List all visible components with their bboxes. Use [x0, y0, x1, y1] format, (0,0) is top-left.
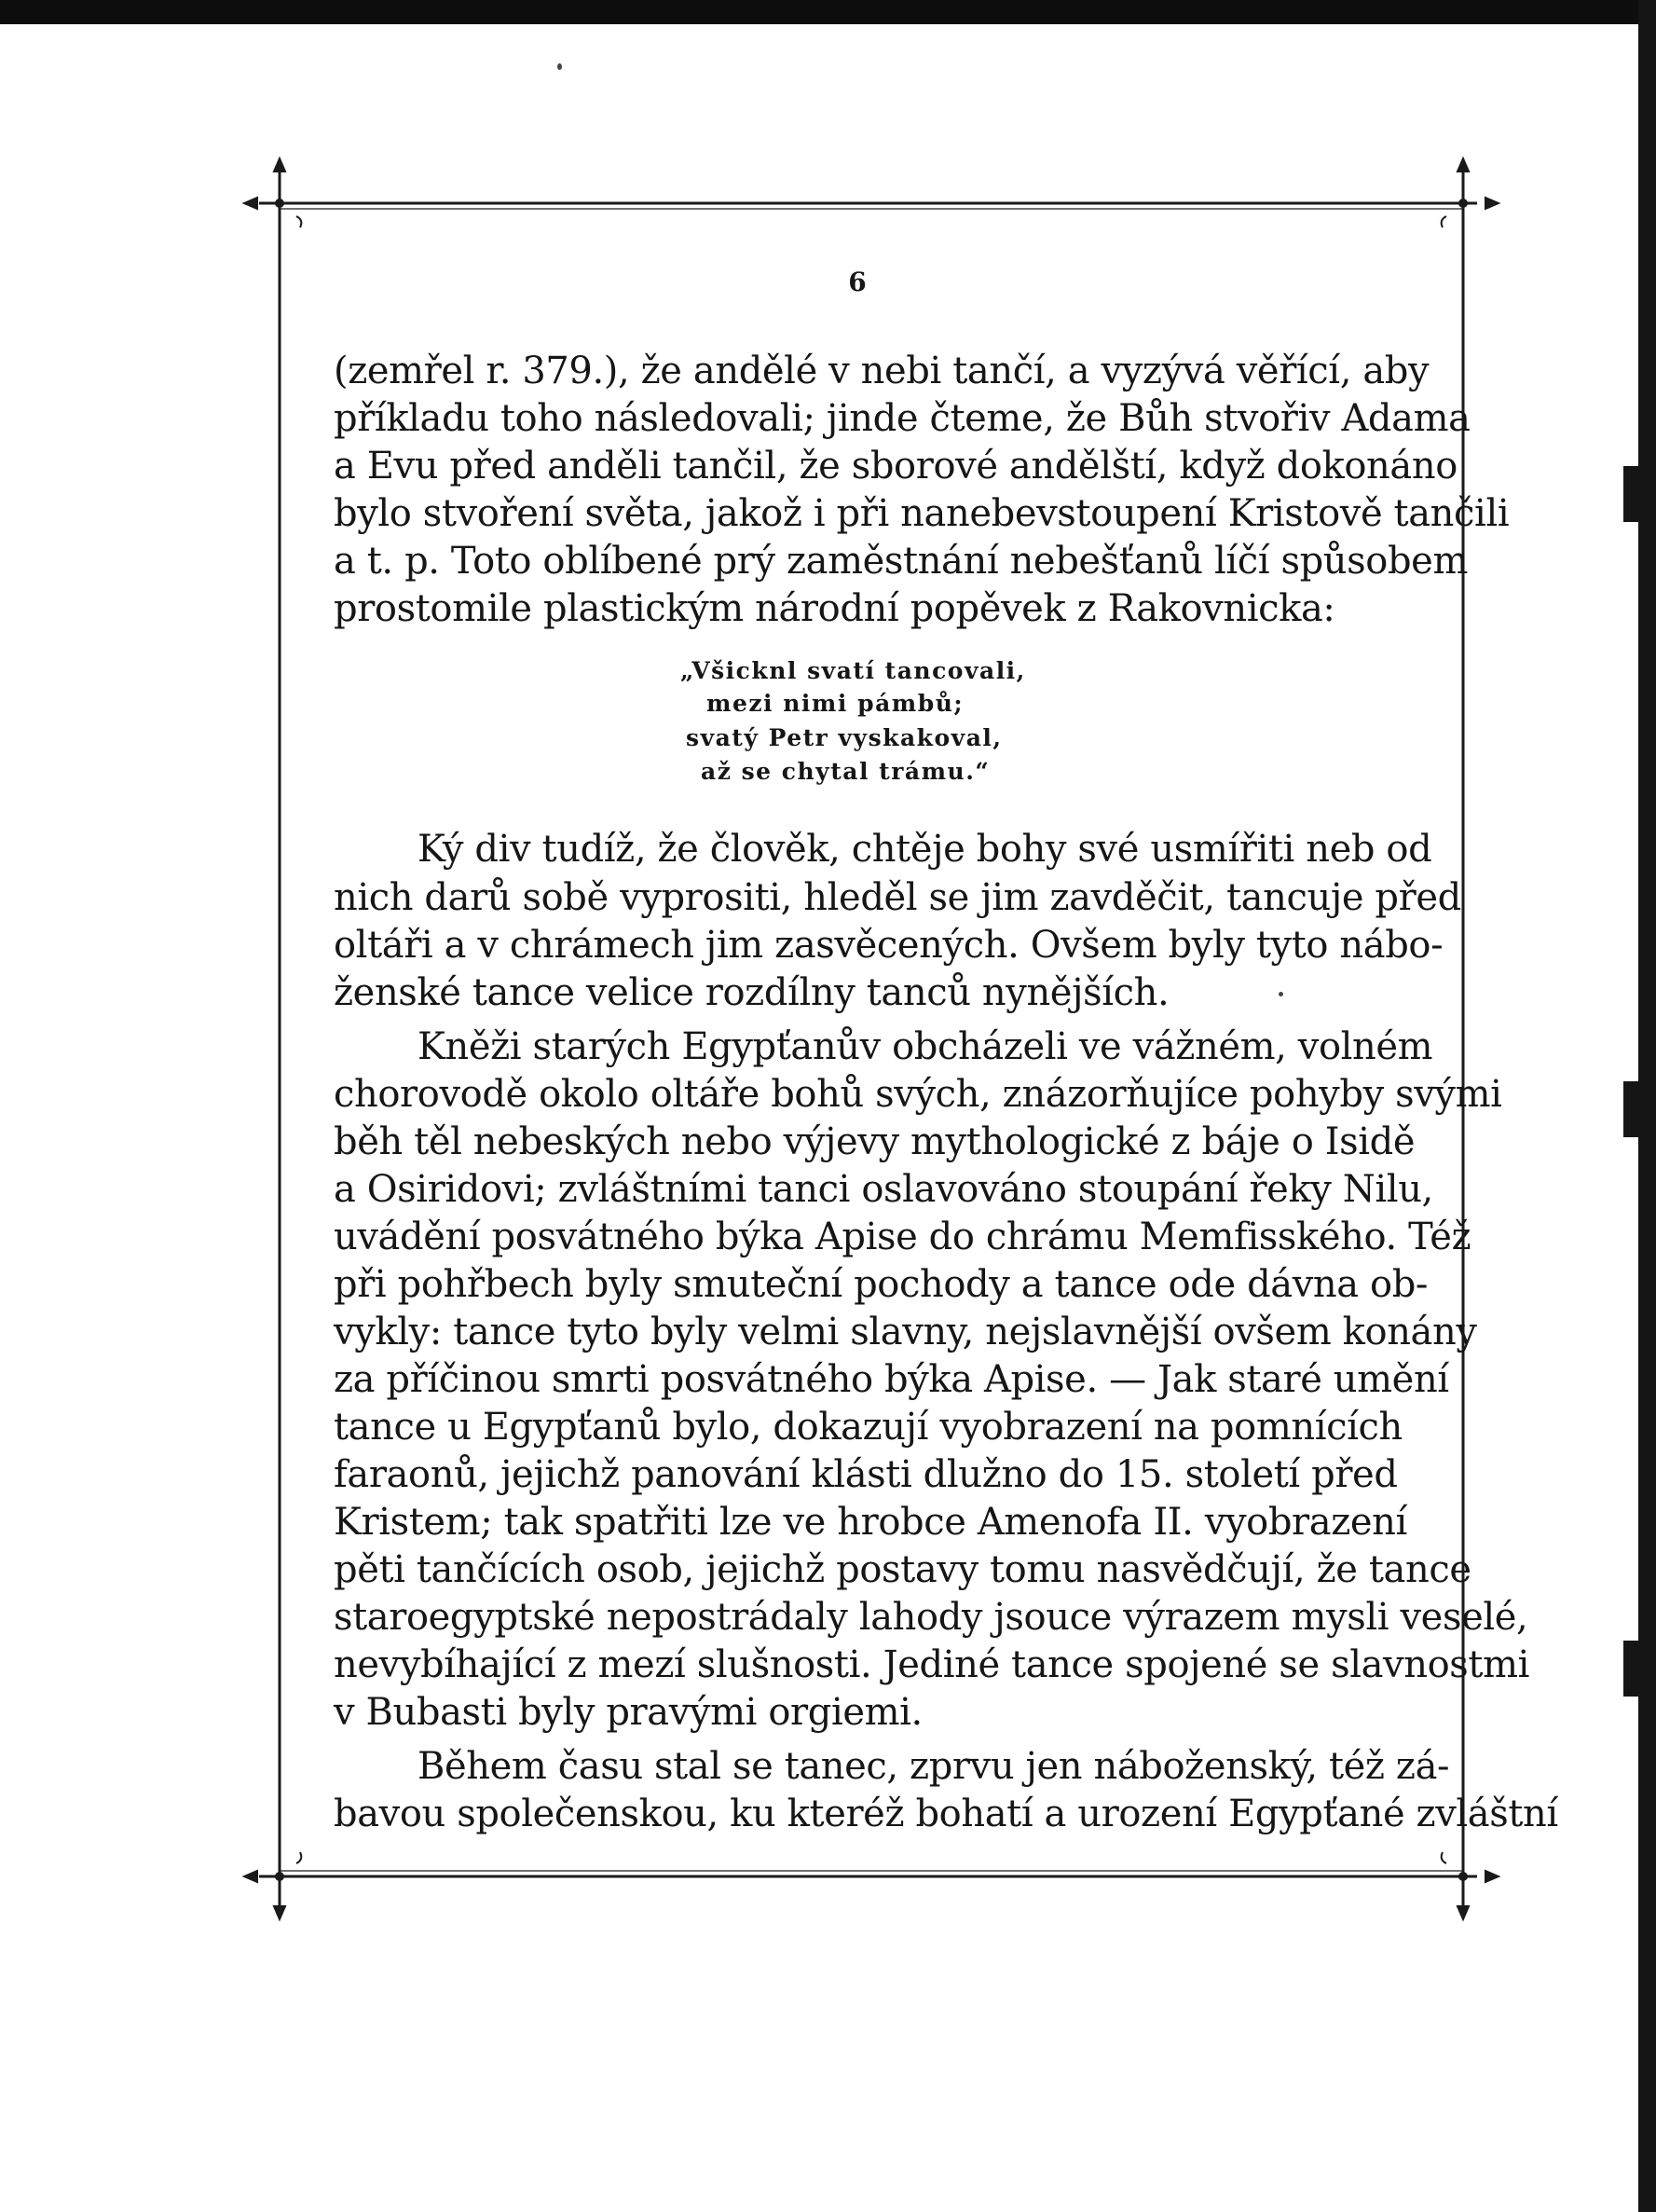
text-line: a Evu před anděli tančil, že sborové andělští, když dokonáno — [334, 445, 1458, 488]
text-line: Kristem; tak spatřiti lze ve hrobce Amenofa II. vyobrazení — [334, 1501, 1407, 1544]
text-line: Kněži starých Egypťanův obcházeli ve vážném, volném — [417, 1025, 1433, 1068]
text-line: prostomile plastickým národní popěvek z Rakovnicka: — [334, 587, 1335, 630]
text-line: v Bubasti byly pravými orgiemi. — [334, 1691, 923, 1734]
text-line: ženské tance velice rozdílny tanců nynějších. — [334, 971, 1170, 1014]
verse-line: až se chytal trámu.“ — [701, 758, 991, 785]
text-line: bylo stvoření světa, jakož i při nanebevstoupení Kristově tančili — [334, 492, 1510, 535]
text-line: (zemřel r. 379.), že andělé v nebi tančí, a vyzývá věřící, aby — [334, 350, 1430, 392]
verse-line: svatý Petr vyskakoval, — [686, 724, 1003, 751]
text-line: za příčinou smrti posvátného býka Apise. — Jak staré umění — [334, 1358, 1449, 1401]
text-line: bavou společenskou, ku kteréž bohatí a urození Egypťané zvláštní — [334, 1793, 1558, 1835]
text-line: a Osiridovi; zvláštními tanci oslavováno stoupání řeky Nilu, — [334, 1168, 1433, 1211]
text-line: tance u Egypťanů bylo, dokazují vyobrazení na pomnících — [334, 1406, 1403, 1449]
text-line: uvádění posvátného býka Apise do chrámu Memfisského. Též — [334, 1216, 1471, 1258]
text-line: staroegyptské nepostrádaly lahody jsouce výrazem mysli veselé, — [334, 1596, 1528, 1639]
text-line: nevybíhající z mezí slušnosti. Jediné tance spojené se slavnostmi — [334, 1643, 1530, 1686]
text-line: chorovodě okolo oltáře bohů svých, znázorňujíce pohyby svými — [334, 1073, 1502, 1116]
text-line: příkladu toho následovali; jinde čteme, že Bůh stvořiv Adama — [334, 397, 1471, 440]
text-line: a t. p. Toto oblíbené prý zaměstnání nebešťanů líčí spůsobem — [334, 540, 1468, 583]
text-line: při pohřbech byly smuteční pochody a tance ode dávna ob- — [334, 1263, 1429, 1306]
text-line: Během času stal se tanec, zprvu jen náboženský, též zá- — [417, 1745, 1450, 1788]
scan-speck — [557, 63, 562, 70]
text-line: oltáři a v chrámech jim zasvěcených. Ovšem byly tyto nábo- — [334, 924, 1444, 967]
text-line: pěti tančících osob, jejichž postavy tomu nasvědčují, že tance — [334, 1548, 1471, 1591]
verse-line: „Všicknl svatí tancovali, — [680, 657, 1026, 684]
text-line: nich darů sobě vyprositi, hleděl se jim zavděčit, tancuje před — [334, 876, 1461, 919]
text-line: Ký div tudíž, že člověk, chtěje bohy své usmířiti neb od — [417, 828, 1432, 871]
text-line: faraonů, jejichž panování klásti dlužno do 15. století před — [334, 1453, 1398, 1496]
text-line: vykly: tance tyto byly velmi slavny, nejslavnější ovšem konány — [334, 1311, 1477, 1353]
verse-line: mezi nimi pámbů; — [706, 690, 965, 717]
text-line: běh těl nebeských nebo výjevy mythologické z báje o Isidě — [334, 1120, 1416, 1163]
page-number: 6 — [848, 267, 867, 297]
